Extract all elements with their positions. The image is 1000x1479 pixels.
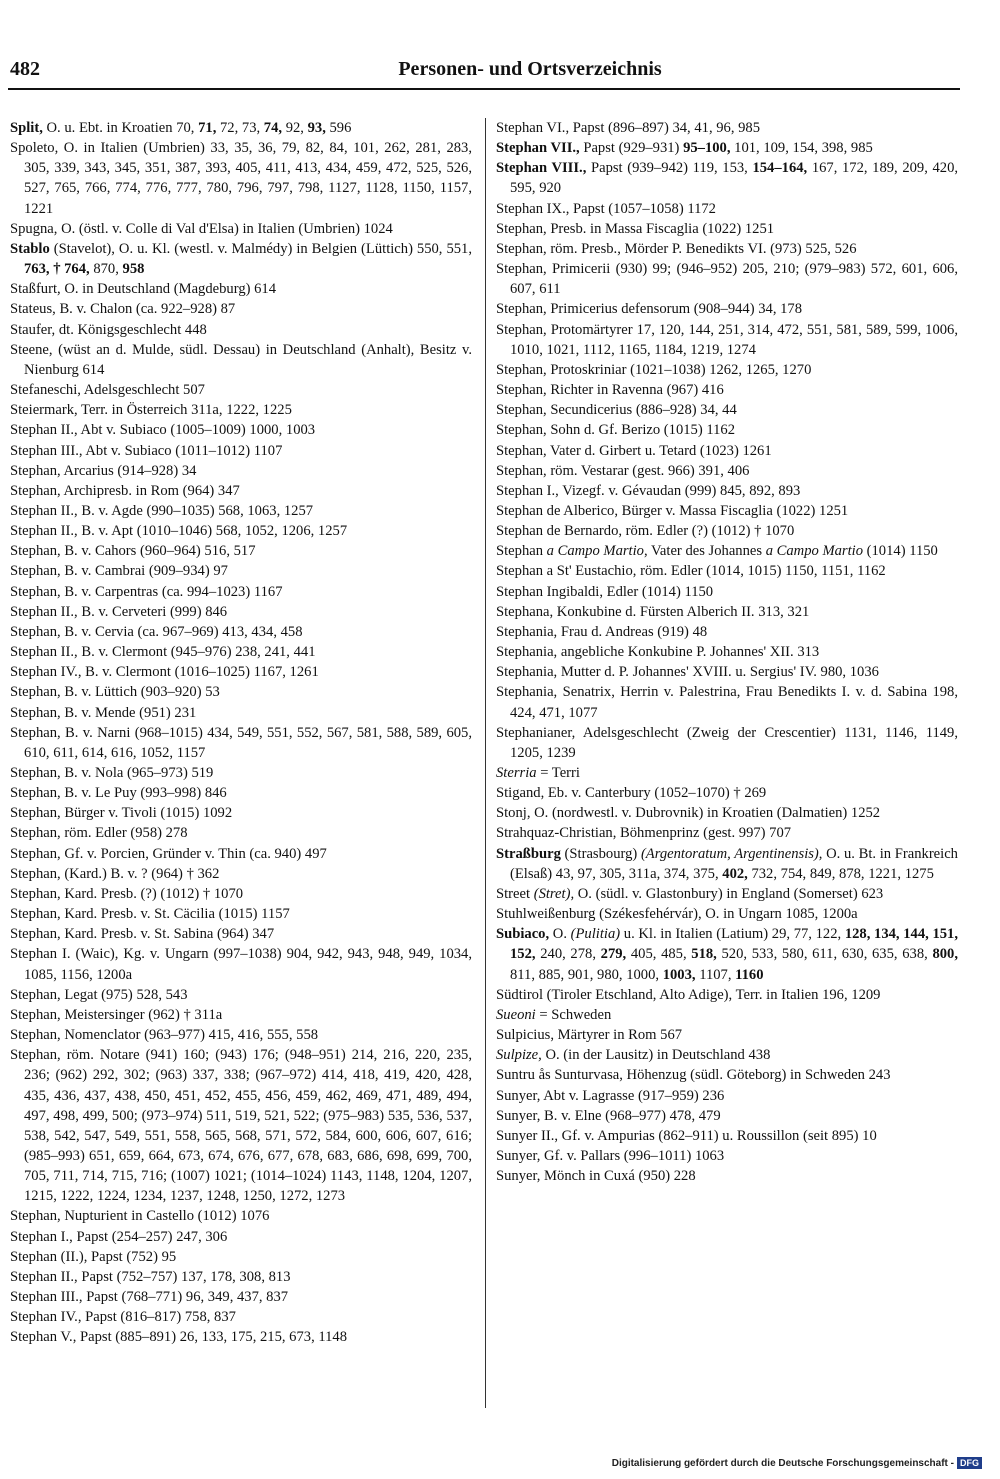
entry-segment: Südtirol (Tiroler Etschland, Alto Adige), Terr. in Italien 196, 1209 xyxy=(496,986,881,1003)
entry-segment: Stephan VIII., xyxy=(496,160,587,177)
index-entry xyxy=(10,279,472,299)
entry-segment: (Argentoratum, Argentinensis), xyxy=(640,845,823,862)
index-entry xyxy=(10,239,472,279)
index-entry xyxy=(10,602,472,622)
index-entry xyxy=(496,1106,958,1126)
entry-segment: 74, xyxy=(263,120,283,136)
entry-segment: 95–100, xyxy=(683,140,731,157)
entry-segment: 518, xyxy=(691,946,717,963)
index-entry xyxy=(496,380,958,400)
index-entry xyxy=(10,944,472,984)
entry-segment: (1014) 1150 xyxy=(863,543,938,560)
entry-segment: Stephan de Bernardo, röm. Edler (?) (1012) † 1070 xyxy=(496,523,795,540)
entry-segment: 763, † 764, xyxy=(24,261,90,278)
entry-segment: Stephan, röm. Vestarar (gest. 966) 391, 406 xyxy=(496,462,750,479)
entry-segment: Stephan a St' Eustachio, röm. Edler (1014, 1015) 1150, 1151, 1162 xyxy=(496,563,886,580)
entry-segment: Stephan VI., Papst (896–897) 34, 41, 96, 985 xyxy=(496,120,761,136)
entry-segment: Stephan III., Abt v. Subiaco (1011–1012) 1107 xyxy=(10,442,283,459)
index-entry xyxy=(10,1227,472,1247)
index-entry xyxy=(496,844,958,884)
entry-segment: Stephan I. (Waic), Kg. v. Ungarn (997–1038) 904, 942, 943, 948, 949, 1034, 1085, 1156, 1200a xyxy=(10,946,472,983)
entry-segment: (Pulitia) xyxy=(570,926,621,943)
entry-segment: Stephan, (Kard.) B. v. ? (964) † 362 xyxy=(10,865,220,882)
index-entry xyxy=(496,622,958,642)
page-number: 482 xyxy=(10,58,40,80)
entry-segment: Stephan, Meistersinger (962) † 311a xyxy=(10,1006,223,1023)
index-entry xyxy=(10,219,472,239)
entry-segment: Stuhlweißenburg (Székesfehérvár), O. in Ungarn 1085, 1200a xyxy=(496,906,858,923)
index-entry xyxy=(10,299,472,319)
index-entry xyxy=(496,642,958,662)
index-entry xyxy=(496,1025,958,1045)
index-entry xyxy=(496,884,958,904)
index-entry xyxy=(10,884,472,904)
entry-segment: Stephan, B. v. Cahors (960–964) 516, 517 xyxy=(10,543,256,560)
index-entry xyxy=(10,138,472,219)
index-entry xyxy=(10,118,472,138)
index-entry xyxy=(496,1166,958,1186)
entry-segment: 800, xyxy=(932,946,958,963)
index-entry xyxy=(496,461,958,481)
entry-segment: O. xyxy=(549,926,571,943)
index-entry xyxy=(496,481,958,501)
index-entry xyxy=(10,924,472,944)
index-entry xyxy=(496,541,958,561)
index-entry xyxy=(10,783,472,803)
entry-segment: Stephan, Secundicerius (886–928) 34, 44 xyxy=(496,402,737,419)
index-entry xyxy=(496,420,958,440)
entry-segment: 520, 533, 580, 611, 630, 635, 638, xyxy=(716,946,933,963)
index-entry xyxy=(496,602,958,622)
index-entry xyxy=(10,1307,472,1327)
entry-segment: Stephan (II.), Papst (752) 95 xyxy=(10,1248,177,1265)
column-divider xyxy=(485,118,486,1408)
entry-segment: Sunyer II., Gf. v. Ampurias (862–911) u. Roussillon (seit 895) 10 xyxy=(496,1127,877,1144)
entry-segment: Steiermark, Terr. in Österreich 311a, 1222, 1225 xyxy=(10,402,292,419)
entry-segment: Stephan, B. v. Lüttich (903–920) 53 xyxy=(10,684,220,701)
entry-segment: 811, 885, 901, 980, 1000, xyxy=(510,966,663,983)
entry-segment: Suntru ås Sunturvasa, Höhenzug (südl. Göteborg) in Schweden 243 xyxy=(496,1067,891,1084)
entry-segment: O. u. Ebt. in Kroatien 70, xyxy=(42,120,199,136)
index-entry xyxy=(10,763,472,783)
entry-segment: Strahquaz-Christian, Böhmenprinz (gest. 997) 707 xyxy=(496,825,792,842)
index-entry xyxy=(496,682,958,722)
entry-segment: Sunyer, Abt v. Lagrasse (917–959) 236 xyxy=(496,1087,725,1104)
index-entry xyxy=(10,662,472,682)
entry-segment: 71, xyxy=(198,120,217,136)
index-entry xyxy=(10,723,472,763)
entry-segment: Stephan, Kard. Presb. v. St. Sabina (964) 347 xyxy=(10,926,275,943)
entry-segment: Stephan, röm. Notare (941) 160; (943) 176; (948–951) 214, 216, 220, 235, 236; (962) 292, 302; (963) 337, 338; (967–972) 414, 418, 419, 420, 428, 435, 436, 437, 438, 450, 451, 452, 455, 456, 459, 462, 469, 471, 489, 494, 497, 498, 499, 500; (973–974) 511, 519, 521, 522; (975–983) 535, 536, 537, 538, 542, 547, 549, 551, 558, 565, 568, 571, 572, 584, 600, 606, 607, 616; (985–993) 651, 659, 664, 673, 674, 676, 677, 678, 683, 686, 698, 699, 700, 705, 711, 714, 715, 716; (1007) 1021; (1014–1024) 1143, 1148, 1204, 1207, 1215, 1222, 1224, 1234, 1237, 1248, 1250, 1272, 1273 xyxy=(10,1047,472,1205)
entry-segment: Stephan, Gf. v. Porcien, Gründer v. Thin (ca. 940) 497 xyxy=(10,845,327,862)
entry-segment: a Campo Martio xyxy=(546,543,644,560)
index-entry xyxy=(10,823,472,843)
entry-segment: Street xyxy=(496,885,534,902)
index-entry xyxy=(496,320,958,360)
index-entry xyxy=(10,441,472,461)
index-entry xyxy=(10,481,472,501)
entry-segment: Sterria xyxy=(496,765,537,781)
entry-segment: Stephan II., B. v. Agde (990–1035) 568, 1063, 1257 xyxy=(10,502,314,519)
entry-segment: Stephan II., Papst (752–757) 137, 178, 308, 813 xyxy=(10,1268,291,1285)
entry-segment: , Vater des Johannes xyxy=(643,543,766,560)
index-entry xyxy=(10,1327,472,1347)
entry-segment: Stephan, röm. Edler (958) 278 xyxy=(10,825,188,842)
entry-segment: Sulpize, xyxy=(496,1047,542,1064)
entry-segment: Stephan, Primicerius defensorum (908–944) 34, 178 xyxy=(496,301,803,318)
index-entry xyxy=(10,582,472,602)
index-entry xyxy=(496,924,958,984)
entry-segment: Sunyer, B. v. Elne (968–977) 478, 479 xyxy=(496,1107,721,1124)
entry-segment: Stephanianer, Adelsgeschlecht (Zweig der Crescentier) 1131, 1146, 1149, 1205, 1239 xyxy=(496,724,958,761)
entry-segment: Stephan, Richter in Ravenna (967) 416 xyxy=(496,382,724,399)
index-entry xyxy=(10,642,472,662)
entry-segment: Staßfurt, O. in Deutschland (Magdeburg) 614 xyxy=(10,281,277,298)
index-entry xyxy=(496,823,958,843)
index-entry xyxy=(10,864,472,884)
entry-segment: Stephan, Kard. Presb. v. St. Cäcilia (1015) 1157 xyxy=(10,906,290,923)
index-entry xyxy=(496,239,958,259)
entry-segment: Stephan xyxy=(496,543,547,560)
entry-segment: 101, 109, 154, 398, 985 xyxy=(730,140,873,157)
entry-segment: 958 xyxy=(122,261,145,278)
entry-segment: 154–164, xyxy=(752,160,808,177)
entry-segment: 870, xyxy=(89,261,123,278)
entry-segment: Stephan, B. v. Cervia (ca. 967–969) 413, 434, 458 xyxy=(10,623,303,640)
index-entry xyxy=(496,985,958,1005)
entry-segment: 93, xyxy=(307,120,326,136)
index-entry xyxy=(10,1025,472,1045)
entry-segment: O. (in der Lausitz) in Deutschland 438 xyxy=(541,1047,771,1064)
index-entry xyxy=(496,1146,958,1166)
entry-segment: 402, xyxy=(722,865,748,882)
entry-segment: (Stavelot), O. u. Kl. (westl. v. Malmédy) in Belgien (Lüttich) 550, 551, xyxy=(49,240,472,257)
index-entry xyxy=(496,400,958,420)
entry-segment: Stephan, Presb. in Massa Fiscaglia (1022) 1251 xyxy=(496,220,775,237)
index-entry xyxy=(10,703,472,723)
entry-segment: Stephan, B. v. Nola (965–973) 519 xyxy=(10,765,214,781)
entry-segment: 596 xyxy=(325,120,352,136)
entry-segment: Stephan, Legat (975) 528, 543 xyxy=(10,986,188,1003)
entry-segment: Sulpicius, Märtyrer in Rom 567 xyxy=(496,1027,683,1044)
index-entry xyxy=(496,803,958,823)
index-entry xyxy=(10,1045,472,1206)
entry-segment: Stephan III., Papst (768–771) 96, 349, 437, 837 xyxy=(10,1289,289,1306)
index-entry xyxy=(496,501,958,521)
entry-segment: 1003, xyxy=(662,966,696,983)
entry-segment: Split, xyxy=(10,120,43,136)
entry-segment: Sunyer, Mönch in Cuxá (950) 228 xyxy=(496,1168,696,1185)
index-column-right xyxy=(496,118,958,1186)
index-entry xyxy=(10,400,472,420)
index-entry xyxy=(496,259,958,299)
entry-segment: Stigand, Eb. v. Canterbury (1052–1070) † 269 xyxy=(496,785,767,802)
entry-segment: Sueoni xyxy=(496,1006,536,1023)
entry-segment: O. u. Bt. in Frankreich (Elsaß) 43, 97, 305, 311a, 374, 375, xyxy=(510,845,958,882)
index-entry xyxy=(10,803,472,823)
entry-segment: Stephan IV., Papst (816–817) 758, 837 xyxy=(10,1309,236,1326)
entry-segment: Stonj, O. (nordwestl. v. Dubrovnik) in Kroatien (Dalmatien) 1252 xyxy=(496,805,881,822)
index-entry xyxy=(496,199,958,219)
page-title: Personen- und Ortsverzeichnis xyxy=(398,58,662,80)
footer-credit xyxy=(612,1457,982,1469)
entry-segment: Stephan, B. v. Narni (968–1015) 434, 549, 551, 552, 567, 581, 588, 589, 605, 610, 611, 614, 616, 1052, 1157 xyxy=(10,724,472,761)
index-entry xyxy=(496,1045,958,1065)
entry-segment: = Terri xyxy=(536,765,580,781)
entry-segment: Stephan, Vater d. Girbert u. Tetard (1023) 1261 xyxy=(496,442,772,459)
index-entry xyxy=(10,682,472,702)
index-entry xyxy=(10,1267,472,1287)
entry-segment: Stephan, Protoskriniar (1021–1038) 1262, 1265, 1270 xyxy=(496,361,812,378)
entry-segment: Stephan, Nomenclator (963–977) 415, 416, 555, 558 xyxy=(10,1027,319,1044)
entry-segment: Stephan, Kard. Presb. (?) (1012) † 1070 xyxy=(10,885,244,902)
entry-segment: = Schweden xyxy=(535,1006,612,1023)
index-entry xyxy=(10,561,472,581)
entry-segment: 167, 172, 189, 209, 420, 595, 920 xyxy=(510,160,959,197)
index-entry xyxy=(496,783,958,803)
entry-segment: u. Kl. in Italien (Latium) 29, 77, 122, xyxy=(620,926,845,943)
entry-segment: Stephan, B. v. Mende (951) 231 xyxy=(10,704,197,721)
entry-segment: Stephan, B. v. Cambrai (909–934) 97 xyxy=(10,563,228,580)
entry-segment: (Stret), xyxy=(533,885,575,902)
entry-segment: Stephan, B. v. Carpentras (ca. 994–1023) 1167 xyxy=(10,583,283,600)
index-entry xyxy=(496,521,958,541)
entry-segment: (Strasbourg) xyxy=(560,845,641,862)
index-entry xyxy=(496,299,958,319)
entry-segment: Stablo xyxy=(10,240,50,257)
index-entry xyxy=(10,1005,472,1025)
index-entry xyxy=(10,1206,472,1226)
entry-segment: 128, 134, 144, 151, 152, xyxy=(510,926,958,963)
index-entry xyxy=(496,904,958,924)
entry-segment: Stephan I., Papst (254–257) 247, 306 xyxy=(10,1228,228,1245)
index-entry xyxy=(496,1126,958,1146)
entry-segment: Staufer, dt. Königsgeschlecht 448 xyxy=(10,321,207,338)
index-entry xyxy=(496,561,958,581)
entry-segment: Stephan, B. v. Le Puy (993–998) 846 xyxy=(10,785,227,802)
entry-segment: Stephan, Sohn d. Gf. Berizo (1015) 1162 xyxy=(496,422,736,439)
entry-segment: 1160 xyxy=(735,966,764,983)
index-entry xyxy=(10,461,472,481)
index-entry xyxy=(10,1287,472,1307)
entry-segment: a Campo Martio xyxy=(765,543,863,560)
index-entry xyxy=(496,1065,958,1085)
entry-segment: Stephan de Alberico, Bürger v. Massa Fiscaglia (1022) 1251 xyxy=(496,502,849,519)
entry-segment: Stephana, Konkubine d. Fürsten Alberich II. 313, 321 xyxy=(496,603,810,620)
index-entry xyxy=(10,320,472,340)
entry-segment: Stephan I., Vizegf. v. Gévaudan (999) 845, 892, 893 xyxy=(496,482,801,499)
index-entry xyxy=(496,662,958,682)
entry-segment: Stephan II., B. v. Clermont (945–976) 238, 241, 441 xyxy=(10,644,316,661)
entry-segment: 72, 73, xyxy=(216,120,264,136)
index-entry xyxy=(10,380,472,400)
entry-segment: Papst (929–931) xyxy=(579,140,684,157)
entry-segment: Stephan V., Papst (885–891) 26, 133, 175, 215, 673, 1148 xyxy=(10,1329,348,1346)
index-entry xyxy=(10,501,472,521)
entry-segment: 405, 485, xyxy=(626,946,692,963)
entry-segment: Stephania, Mutter d. P. Johannes' XVIII. u. Sergius' IV. 980, 1036 xyxy=(496,664,879,681)
footer-text: Digitalisierung gefördert durch die Deutsche Forschungsgemeinschaft - xyxy=(611,1458,954,1469)
index-entry xyxy=(10,541,472,561)
entry-segment: Spugna, O. (östl. v. Colle di Val d'Elsa) in Italien (Umbrien) 1024 xyxy=(10,220,393,237)
index-entry xyxy=(10,340,472,380)
entry-segment: 92, xyxy=(282,120,308,136)
header-rule xyxy=(8,88,960,90)
entry-segment: Stephan II., Abt v. Subiaco (1005–1009) 1000, 1003 xyxy=(10,422,316,439)
entry-segment: Papst (939–942) 119, 153, xyxy=(586,160,753,177)
entry-segment: Stephan, Primicerii (930) 99; (946–952) 205, 210; (979–983) 572, 601, 606, 607, 611 xyxy=(496,261,958,298)
entry-segment: Steene, (wüst an d. Mulde, südl. Dessau) in Deutschland (Anhalt), Besitz v. Nienburg 614 xyxy=(10,341,472,378)
index-entry xyxy=(10,521,472,541)
index-entry xyxy=(496,441,958,461)
entry-segment: Stephan, Protomärtyrer 17, 120, 144, 251, 314, 472, 551, 581, 589, 599, 1006, 1010, 1021, 1112, 1165, 1184, 1219, 1274 xyxy=(496,321,958,358)
entry-segment: Stephania, angebliche Konkubine P. Johannes' XII. 313 xyxy=(496,644,820,661)
entry-segment: Stephan, Nupturient in Castello (1012) 1076 xyxy=(10,1208,270,1225)
entry-segment: Stefaneschi, Adelsgeschlecht 507 xyxy=(10,382,205,399)
entry-segment: Stephan, röm. Presb., Mörder P. Benedikts VI. (973) 525, 526 xyxy=(496,240,857,257)
index-entry xyxy=(10,1247,472,1267)
index-entry xyxy=(496,118,958,138)
entry-segment: Stateus, B. v. Chalon (ca. 922–928) 87 xyxy=(10,301,236,318)
entry-segment: Straßburg xyxy=(496,845,561,862)
entry-segment: Stephania, Senatrix, Herrin v. Palestrina, Frau Benedikts I. v. d. Sabina 198, 424, 471, 1077 xyxy=(496,684,958,721)
index-entry xyxy=(496,582,958,602)
entry-segment: Stephan, Arcarius (914–928) 34 xyxy=(10,462,197,479)
entry-segment: Stephan II., B. v. Apt (1010–1046) 568, 1052, 1206, 1257 xyxy=(10,523,348,540)
entry-segment: Stephan VII., xyxy=(496,140,580,157)
entry-segment: Stephan IV., B. v. Clermont (1016–1025) 1167, 1261 xyxy=(10,664,319,681)
index-entry xyxy=(10,844,472,864)
entry-segment: Sunyer, Gf. v. Pallars (996–1011) 1063 xyxy=(496,1147,725,1164)
entry-segment: Spoleto, O. in Italien (Umbrien) 33, 35, 36, 79, 82, 84, 101, 262, 281, 283, 305, 339, 343, 345, 351, 387, 393, 405, 411, 413, 434, 459, 472, 525, 526, 527, 765, 766, 774, 776, 777, 780, 796, 797, 798, 1127, 1128, 1150, 1157, 1221 xyxy=(10,140,472,217)
dfg-logo: DFG xyxy=(957,1457,982,1469)
index-entry xyxy=(10,985,472,1005)
index-entry xyxy=(496,158,958,198)
index-column-left xyxy=(10,118,472,1348)
entry-segment: 279, xyxy=(600,946,627,963)
index-entry xyxy=(10,622,472,642)
index-entry xyxy=(496,138,958,158)
entry-segment: Stephan Ingibaldi, Edler (1014) 1150 xyxy=(496,583,714,600)
entry-segment: 240, 278, xyxy=(535,946,601,963)
index-entry xyxy=(496,219,958,239)
index-entry xyxy=(496,1086,958,1106)
index-entry xyxy=(496,723,958,763)
entry-segment: 1107, xyxy=(695,966,736,983)
index-entry xyxy=(496,763,958,783)
entry-segment: Stephan, Archipresb. in Rom (964) 347 xyxy=(10,482,240,499)
entry-segment: O. (südl. v. Glastonbury) in England (Somerset) 623 xyxy=(574,885,884,902)
entry-segment: Stephan II., B. v. Cerveteri (999) 846 xyxy=(10,603,228,620)
entry-segment: 732, 754, 849, 878, 1221, 1275 xyxy=(747,865,934,882)
entry-segment: Stephania, Frau d. Andreas (919) 48 xyxy=(496,623,708,640)
index-entry xyxy=(10,420,472,440)
index-entry xyxy=(10,904,472,924)
entry-segment: Stephan, Bürger v. Tivoli (1015) 1092 xyxy=(10,805,233,822)
entry-segment: Stephan IX., Papst (1057–1058) 1172 xyxy=(496,200,716,217)
index-entry xyxy=(496,360,958,380)
entry-segment: Subiaco, xyxy=(496,926,550,943)
index-entry xyxy=(496,1005,958,1025)
